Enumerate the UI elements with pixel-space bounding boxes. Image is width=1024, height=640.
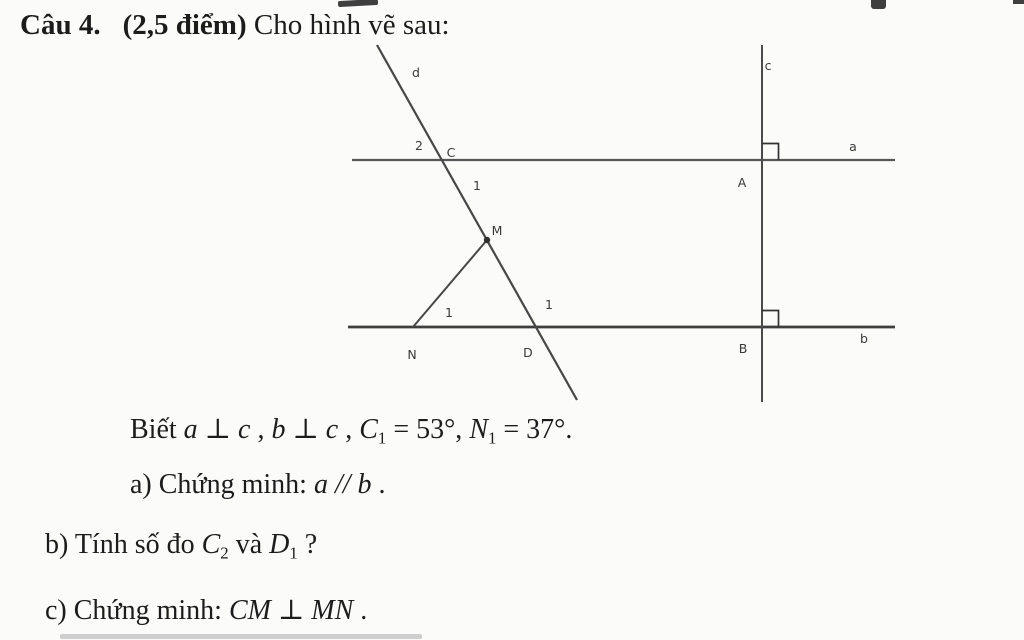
point-m-dot [484, 237, 490, 243]
label-angle-n1: 1 [445, 305, 453, 320]
statement-segment: 1 [488, 428, 497, 448]
statement-segment: . [371, 469, 386, 500]
statement-segment: c [325, 414, 339, 445]
right-angle-mark-b [762, 311, 779, 328]
label-line-a: a [849, 139, 857, 154]
label-point-d: D [523, 345, 533, 360]
statement-segment: = 53°, [386, 414, 470, 445]
statement-segment: a) Chứng minh: [130, 469, 314, 500]
statement-segment: a [183, 414, 198, 445]
statement-segment: C [359, 414, 378, 445]
label-line-d: d [412, 65, 420, 80]
label-point-b: B [738, 341, 748, 356]
label-point-c: C [446, 145, 456, 160]
statement-segment: 1 [289, 543, 298, 563]
statement-segment: = 37°. [496, 414, 573, 445]
statement-segment: N [469, 414, 488, 445]
statement-part-b [45, 528, 317, 564]
statement-part-c [45, 594, 367, 628]
statement-segment: CM [228, 595, 271, 626]
label-angle-c1: 1 [473, 178, 481, 193]
statement-segment: ⊥ [270, 595, 312, 626]
statement-segment: Biết [130, 414, 184, 445]
statement-segment: a // b [313, 469, 372, 500]
statement-segment: và [228, 529, 270, 560]
scan-artifact-top-corner [1013, 0, 1024, 4]
statement-part-a [130, 468, 386, 502]
statement-segment: c) Chứng minh: [45, 595, 229, 626]
statement-segment: MN [311, 595, 354, 626]
statement-segment: ⊥ [197, 414, 239, 445]
statement-segment: , [338, 414, 360, 445]
label-line-c: c [764, 58, 772, 73]
statement-segment: c [238, 414, 251, 445]
statement-segment: b [271, 414, 286, 445]
statement-segment: 1 [377, 428, 387, 448]
label-angle-d1: 1 [545, 297, 553, 312]
label-point-a: A [737, 175, 747, 190]
statement-segment: C [201, 529, 221, 560]
label-point-n: N [407, 347, 417, 362]
statement-given [130, 413, 572, 449]
question-number: Câu 4. [20, 9, 101, 41]
statement-segment: ⊥ [285, 414, 326, 445]
statement-segment: 2 [220, 543, 229, 563]
statement-segment: D [269, 529, 290, 560]
question-points: (2,5 điểm) [122, 9, 247, 41]
question-intro: Cho hình vẽ sau: [253, 9, 450, 41]
right-angle-mark-a [762, 144, 779, 161]
label-line-b: b [860, 331, 868, 346]
label-point-m: M [491, 223, 503, 238]
scan-artifact-bottom-cropped-line [60, 634, 422, 639]
scan-artifact-top-right [871, 0, 886, 9]
statement-segment: b) Tính số đo [45, 529, 202, 560]
statement-segment: , [250, 414, 272, 445]
statement-segment: ? [297, 529, 318, 560]
statement-segment: . [353, 595, 368, 626]
label-angle-c2: 2 [415, 138, 423, 153]
